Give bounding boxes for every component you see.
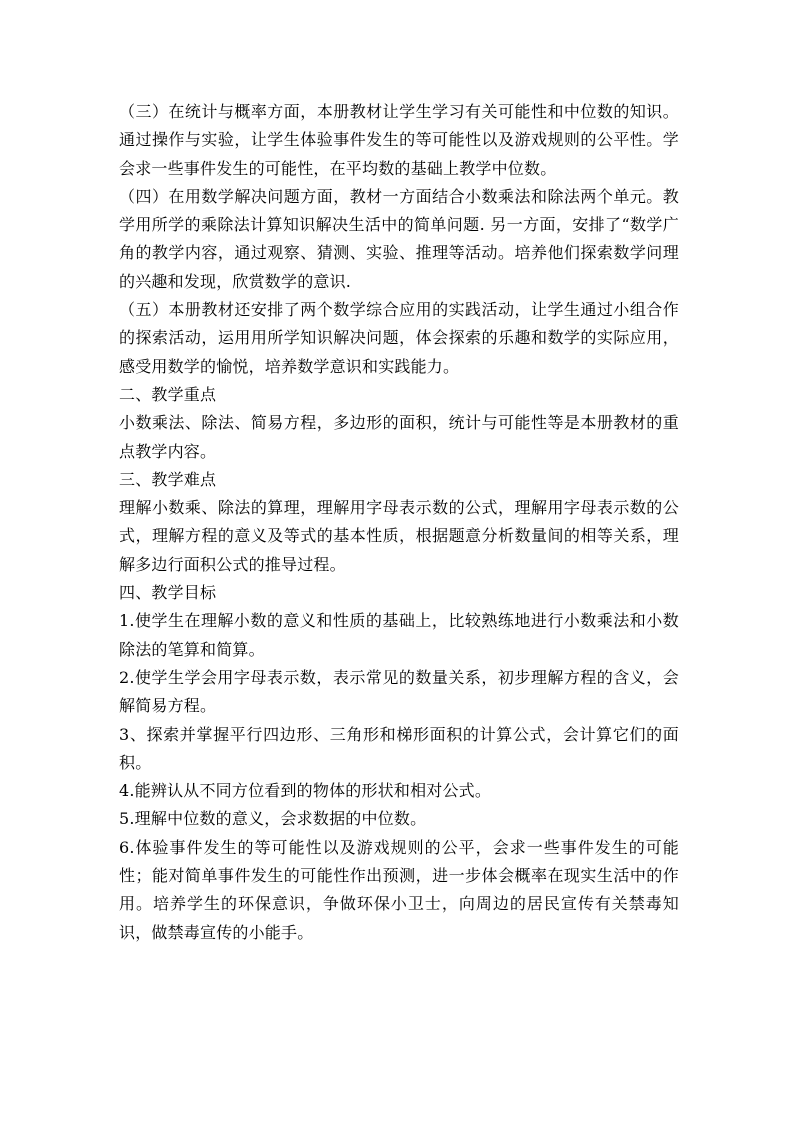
objective-item-6: 6.体验事件发生的等可能性以及游戏规则的公平，会求一些事件发生的可能性；能对简单事件发生的可能性作出预测，进一步体会概率在现实生活中的作用。培养学生的环保意识，争做环保小卫士，向周边的居民宣传有关禁毒知识，做禁毒宣传的小能手。 <box>119 837 679 942</box>
objective-item-2: 2.使学生学会用字母表示数，表示常见的数量关系，初步理解方程的含义，会解简易方程。 <box>119 667 679 716</box>
paragraph-problem-solving: （四）在用数学解决问题方面，教材一方面结合小数乘法和除法两个单元。教学用所学的乘除法计算知识解决生活中的简单问题. 另一方面，安排了“数学广角的教学内容，通过观察、猜测、实验、推理等活动。培养他们探索数学问理的兴趣和发现，欣赏数学的意识. <box>119 186 679 291</box>
heading-objectives: 四、教学目标 <box>119 583 217 603</box>
paragraph-difficulties: 理解小数乘、除法的算理，理解用字母表示数的公式，理解用字母表示数的公式，理解方程的意义及等式的基本性质，根据题意分析数量间的相等关系，理解多边行面积公式的推导过程。 <box>119 498 679 574</box>
paragraph-practice-activities: （五）本册教材还安排了两个数学综合应用的实践活动，让学生通过小组合作的探索活动，运用用所学知识解决问题，体会探索的乐趣和数学的实际应用，感受用数学的愉悦，培养数学意识和实践能力。 <box>119 300 679 376</box>
paragraph-statistics: （三）在统计与概率方面，本册教材让学生学习有关可能性和中位数的知识。通过操作与实验，让学生体验事件发生的等可能性以及游戏规则的公平性。学会求一些事件发生的可能性，在平均数的基础上教学中位数。 <box>119 102 679 178</box>
heading-difficulties: 三、教学难点 <box>119 469 217 489</box>
objective-item-5: 5.理解中位数的意义，会求数据的中位数。 <box>119 809 427 829</box>
document-body <box>119 98 679 947</box>
objective-item-3: 3、探索并掌握平行四边形、三角形和梯形面积的计算公式，会计算它们的面积。 <box>119 724 679 772</box>
paragraph-key-points: 小数乘法、除法、简易方程，多边形的面积，统计与可能性等是本册教材的重点教学内容。 <box>119 413 679 461</box>
objective-item-1: 1.使学生在理解小数的意义和性质的基础上，比较熟练地进行小数乘法和小数除法的笔算和简算。 <box>119 611 679 659</box>
objective-item-4: 4.能辨认从不同方位看到的物体的形状和相对公式。 <box>119 781 492 801</box>
heading-key-points: 二、教学重点 <box>119 384 217 404</box>
